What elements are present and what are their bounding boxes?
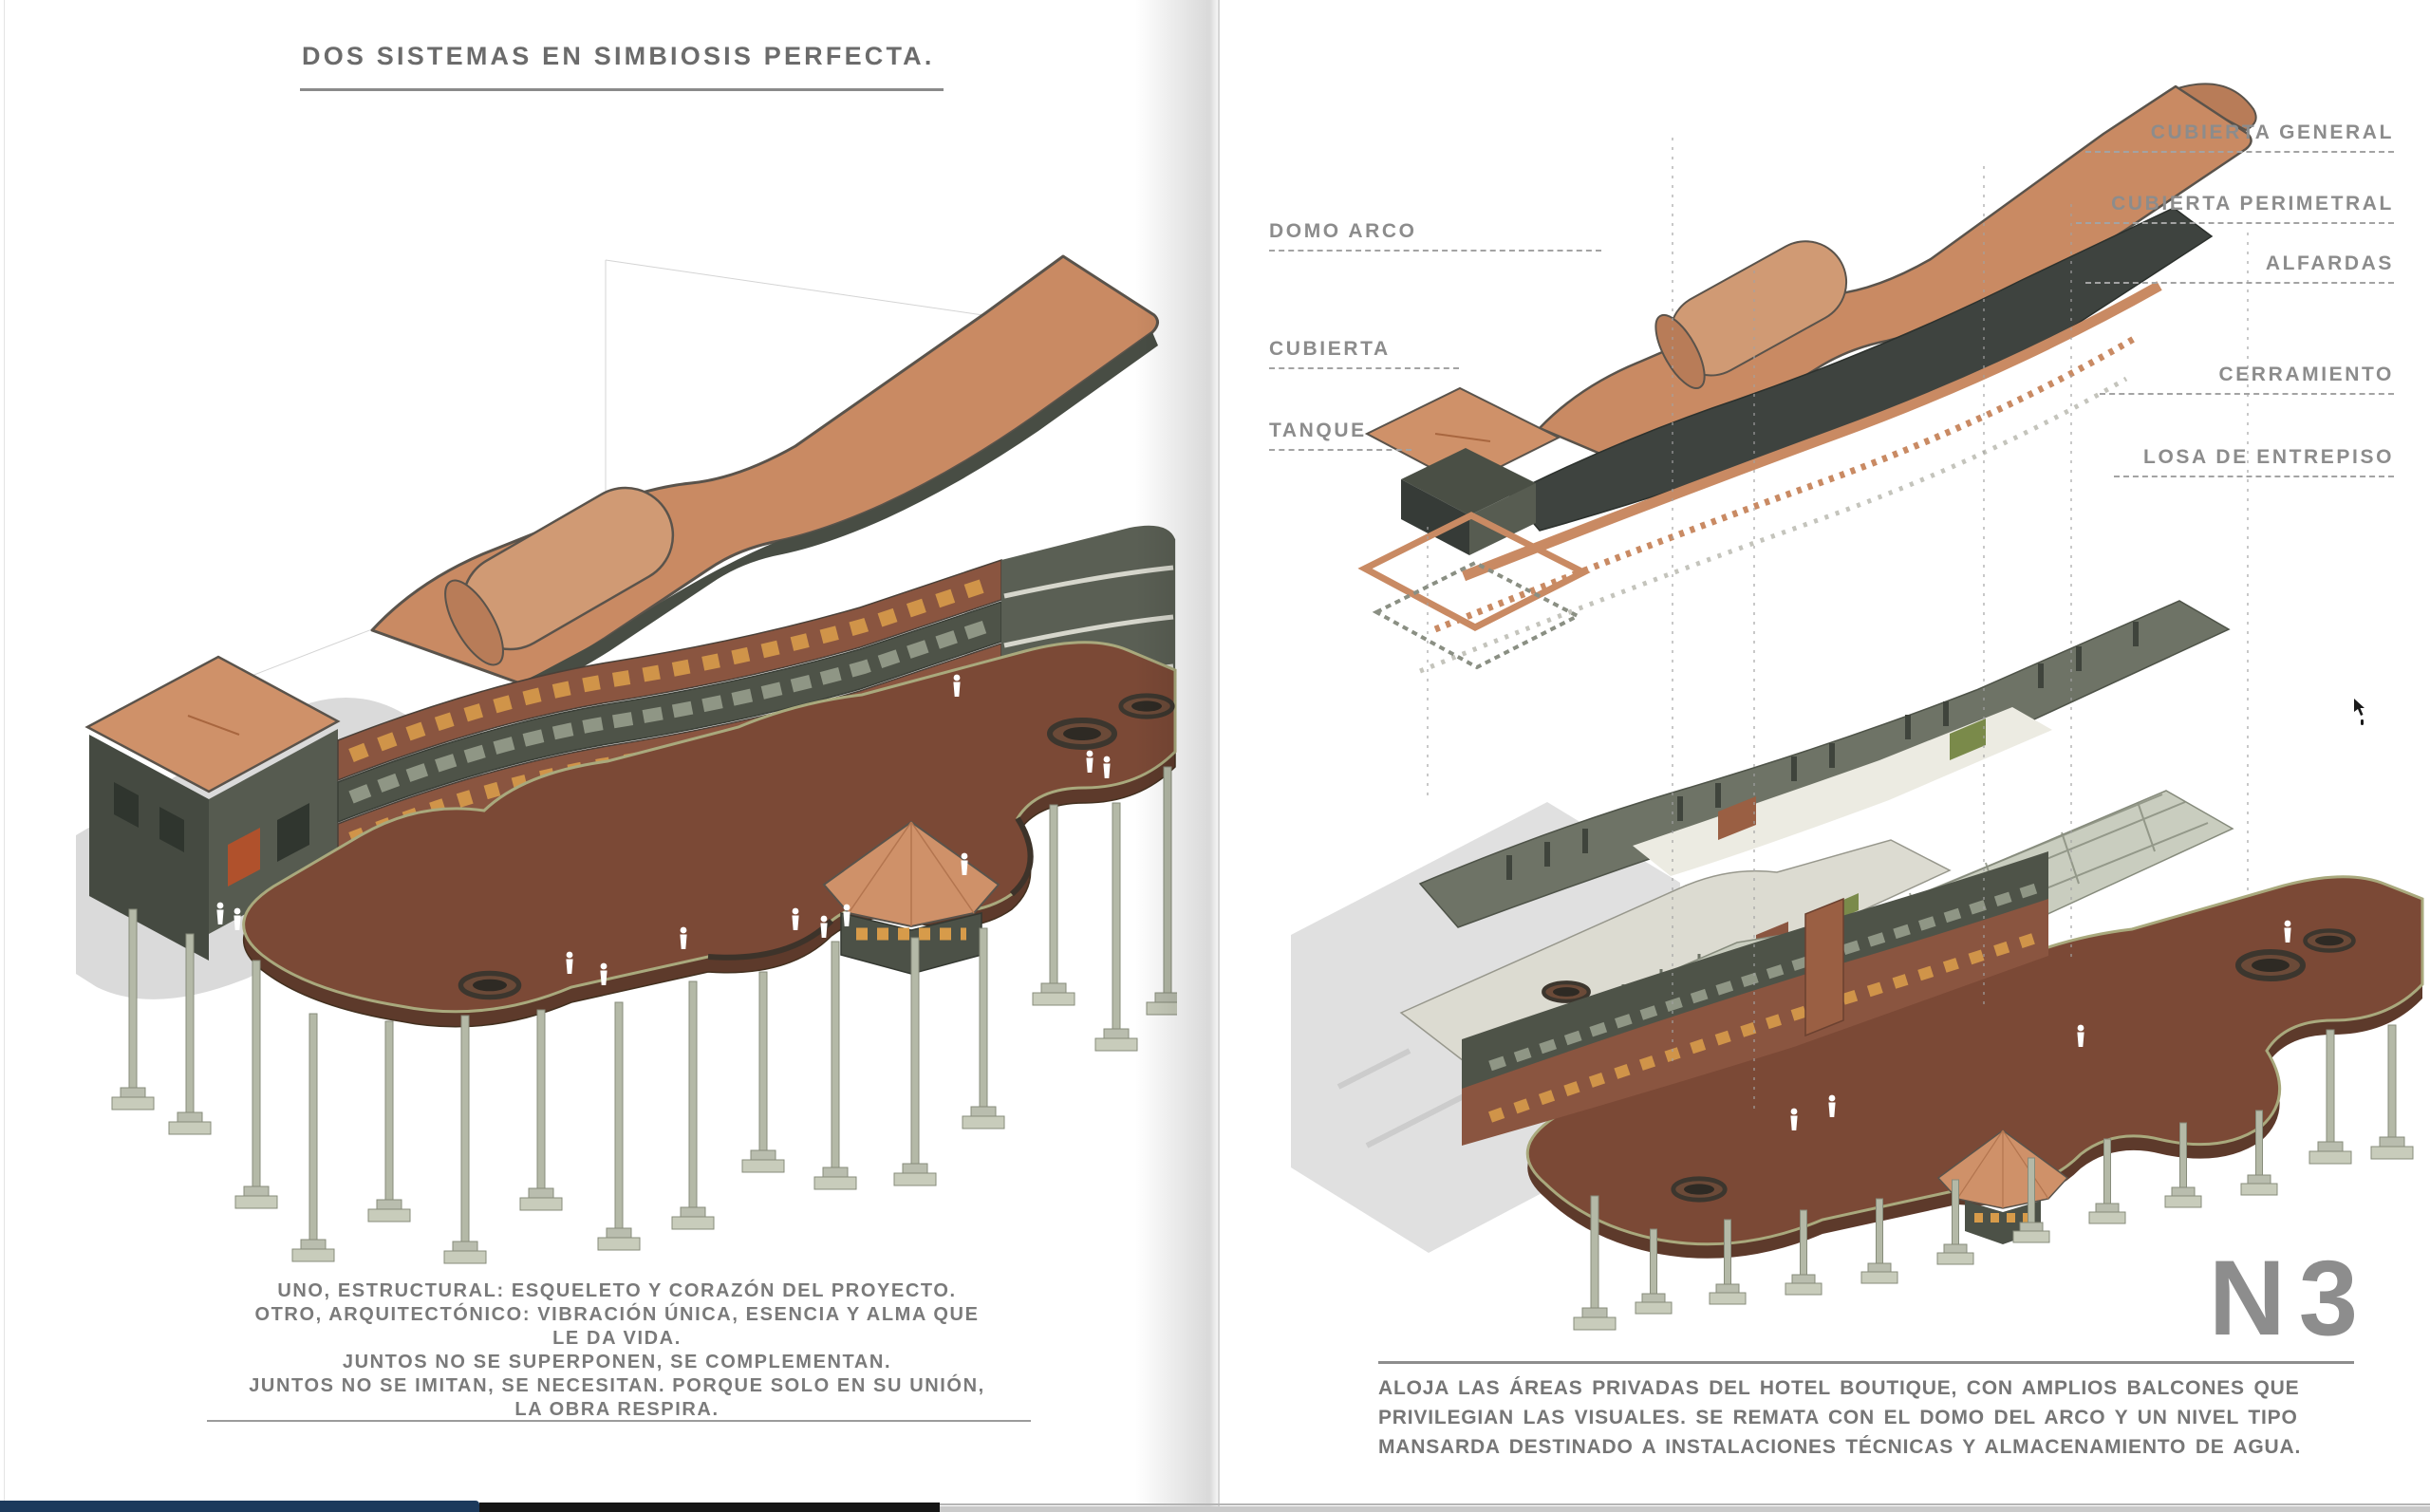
bottom-window-edge-gray[interactable] xyxy=(940,1506,2430,1512)
right-caption xyxy=(1378,1373,2384,1462)
right-caption-line: PRIVILEGIAN LAS VISUALES. SE REMATA CON EL DOMO DEL ARCO Y UN NIVEL TIPO xyxy=(1378,1407,2298,1428)
left-caption-line: UNO, ESTRUCTURAL: ESQUELETO Y CORAZÓN DEL PROYECTO. xyxy=(277,1280,957,1301)
callout-tanque: TANQUE xyxy=(1269,420,1411,451)
bottom-strip-line xyxy=(940,1503,2430,1505)
bottom-window-edge-navy[interactable] xyxy=(0,1501,479,1512)
callout-cubierta-perimetral: CUBIERTA PERIMETRAL xyxy=(2076,193,2394,224)
left-caption-line: JUNTOS NO SE IMITAN, SE NECESITAN. PORQUE SOLO EN SU UNIÓN, xyxy=(249,1375,985,1396)
title-underline xyxy=(300,88,944,91)
page-left-edge xyxy=(4,0,5,1512)
left-caption-line: LA OBRA RESPIRA. xyxy=(514,1399,720,1420)
left-caption-underline xyxy=(207,1420,1031,1422)
callout-cubierta-general: CUBIERTA GENERAL xyxy=(2085,121,2394,153)
page-right xyxy=(1220,0,2430,1512)
left-caption xyxy=(142,1279,1092,1422)
page-seam-shadow xyxy=(1135,0,1218,1512)
callout-domo-arco: DOMO ARCO xyxy=(1269,220,1601,252)
right-caption-line: ALOJA LAS ÁREAS PRIVADAS DEL HOTEL BOUTIQUE, CON AMPLIOS BALCONES QUE xyxy=(1378,1377,2300,1399)
level-badge: N3 xyxy=(2208,1239,2371,1357)
left-caption-line: OTRO, ARQUITECTÓNICO: VIBRACIÓN ÚNICA, ESENCIA Y ALMA QUE xyxy=(254,1304,980,1325)
callout-losa-de-entrepiso: LOSA DE ENTREPISO xyxy=(2114,446,2394,477)
mouse-cursor-icon xyxy=(2350,697,2373,731)
left-caption-line: LE DA VIDA. xyxy=(552,1328,682,1349)
right-caption-line: MANSARDA DESTINADO A INSTALACIONES TÉCNICAS Y ALMACENAMIENTO DE AGUA. xyxy=(1378,1436,2302,1458)
page-title: DOS SISTEMAS EN SIMBIOSIS PERFECTA. xyxy=(302,42,935,70)
callout-cerramiento: CERRAMIENTO xyxy=(2100,364,2394,395)
bottom-window-edge-dark[interactable] xyxy=(479,1503,940,1512)
left-caption-line: JUNTOS NO SE SUPERPONEN, SE COMPLEMENTAN. xyxy=(342,1352,892,1372)
building-isometric-illustration xyxy=(76,254,1177,1279)
right-caption-rule xyxy=(1378,1361,2354,1364)
callout-alfardas: ALFARDAS xyxy=(2085,252,2394,284)
callout-cubierta: CUBIERTA xyxy=(1269,338,1459,369)
